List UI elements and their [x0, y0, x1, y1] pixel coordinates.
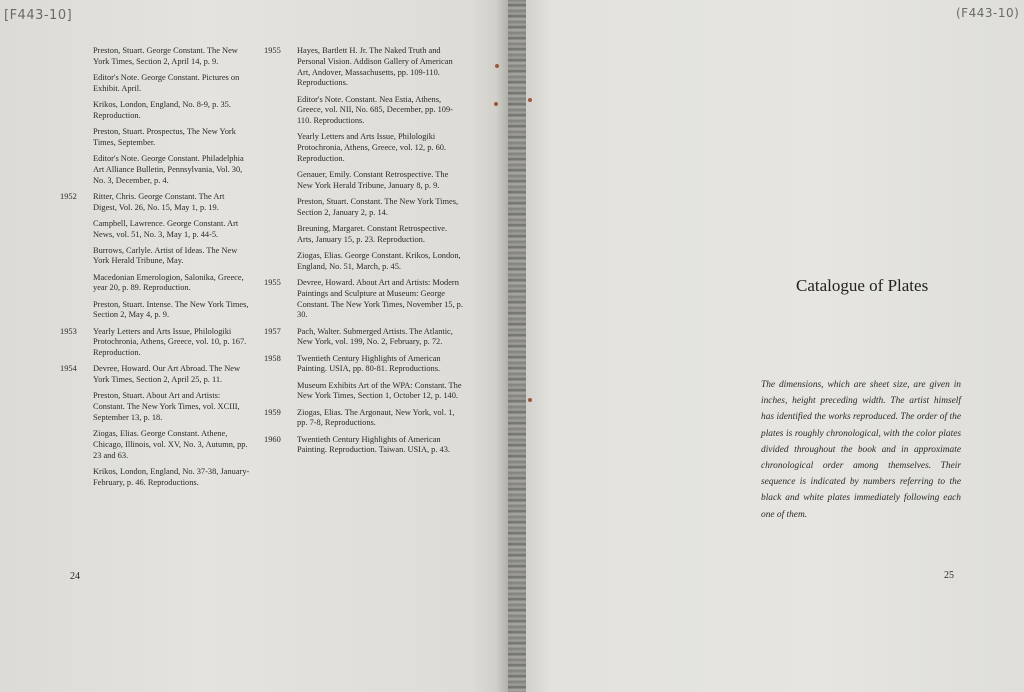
entry-text: Macedonian Emerologion, Salonika, Greece, year 20, p. 89. Reproduction.	[93, 272, 244, 293]
entry-text: Preston, Stuart. Intense. The New York Times, Section 2, May 4, p. 9.	[93, 299, 249, 320]
bibliography-entry	[60, 192, 250, 214]
page-number-left: 24	[70, 571, 80, 582]
archive-annotation-right: (F443-10)	[956, 6, 1020, 20]
entry-text: Ziogas, Elias. George Constant. Athene, Chicago, Illinois, vol. XV, No. 3, Autumn, pp. 23 and 63.	[93, 429, 248, 460]
entry-text: Preston, Stuart. Constant. The New York Times, Section 2, January 2, p. 14.	[297, 197, 459, 217]
entry-text: Breuning, Margaret. Constant Retrospective. Arts, January 15, p. 23. Reproduction.	[297, 224, 448, 244]
entry-text: Museum Exhibits Art of the WPA: Constant. The New York Times, Section 1, October 12, p. 140.	[297, 380, 462, 401]
entry-year: 1952	[60, 191, 77, 201]
bibliography-entry	[60, 127, 250, 149]
bibliography-entry	[264, 224, 464, 246]
right-page	[522, 0, 1024, 692]
bibliography-entry	[264, 251, 464, 273]
entry-text: Ziogas, Elias. George Constant. Krikos, London, England, No. 51, March, p. 45.	[297, 251, 461, 271]
bibliography-entry	[264, 132, 464, 164]
entry-text: Editor's Note. Constant. Nea Estia, Athens, Greece, vol. NII, No. 685, December, pp. 109-110. Reproductions.	[297, 94, 453, 126]
staple-hole	[494, 102, 498, 106]
bibliography-column-1	[60, 46, 250, 494]
bibliography-entry	[60, 246, 250, 268]
bibliography-entry	[60, 300, 250, 322]
bibliography-entry	[264, 327, 464, 349]
entry-text: Krikos, London, England, No. 8-9, p. 35. Reproduction.	[93, 99, 231, 120]
entry-text: Twentieth Century Highlights of American Painting. Reproduction. Taiwan. USIA, p. 43.	[297, 434, 451, 455]
catalogue-note: The dimensions, which are sheet size, are given in inches, height preceding width. The artist himself has identified the works reproduced. The order of the plates is roughly chronological, with the color plates divided throughout the book and in approximate chronological order among themselves. Their sequence is indicated by numbers referring to the black and white plates immediately following each one of them.	[761, 380, 961, 520]
entry-text: Editor's Note. George Constant. Pictures on Exhibit. April.	[93, 72, 240, 93]
staple-hole	[495, 64, 499, 68]
entry-text: Burrows, Carlyle. Artist of Ideas. The New York Herald Tribune, May.	[93, 245, 238, 266]
entry-text: Devree, Howard. About Art and Artists: Modern Paintings and Sculpture at Museum: George Constant. The New York Times, November 15, p. 30.	[297, 278, 463, 320]
bibliography-entry	[60, 154, 250, 186]
entry-text: Preston, Stuart. George Constant. The New York Times, Section 2, April 14, p. 9.	[93, 46, 238, 66]
bibliography-entry	[60, 364, 250, 386]
entry-text: Genauer, Emily. Constant Retrospective. The New York Herald Tribune, January 8, p. 9.	[297, 170, 449, 190]
page-number-right: 25	[944, 570, 954, 581]
entry-year: 1954	[60, 364, 77, 374]
entry-text: Preston, Stuart. Prospectus, The New York Times, September.	[93, 126, 236, 147]
bibliography-entry	[60, 327, 250, 359]
entry-year: 1960	[264, 434, 281, 444]
bibliography-entry	[264, 354, 464, 376]
bibliography-entry	[60, 219, 250, 241]
entry-year: 1953	[60, 326, 77, 336]
bibliography-entry	[60, 46, 250, 68]
bibliography-entry	[264, 435, 464, 457]
entry-text: Editor's Note. George Constant. Philadelphia Art Alliance Bulletin, Pennsylvania, Vol. 30, No. 3, December, p. 4.	[93, 153, 244, 185]
section-title: Catalogue of Plates	[796, 276, 929, 295]
bibliography-entry	[60, 391, 250, 423]
book-gutter	[508, 0, 526, 692]
bibliography-entry	[60, 467, 250, 489]
entry-year: 1955	[264, 46, 281, 55]
entry-text: Twentieth Century Highlights of American Painting. USIA, pp. 80-81. Reproductions.	[297, 353, 441, 374]
bibliography-column-2	[264, 46, 464, 462]
bibliography-entry	[264, 381, 464, 403]
bibliography-entry	[264, 197, 464, 219]
entry-year: 1957	[264, 326, 281, 336]
entry-text: Hayes, Bartlett H. Jr. The Naked Truth and Personal Vision. Addison Gallery of American Art, Andover, Massachusetts, pp. 109-110. Reproductions.	[297, 46, 453, 88]
archive-annotation-left: [F443-10]	[4, 8, 73, 23]
entry-text: Yearly Letters and Arts Issue, Philologiki Protochronia, Athens, Greece, vol. 10, p. 167. Reproduction.	[93, 326, 247, 358]
bibliography-entry	[264, 170, 464, 192]
entry-text: Campbell, Lawrence. George Constant. Art News, vol. 51, No. 3, May 1, p. 44-5.	[93, 218, 239, 239]
entry-year: 1959	[264, 407, 281, 417]
entry-year: 1955	[264, 278, 281, 288]
bibliography-entry	[264, 46, 464, 89]
entry-text: Pach, Walter. Submerged Artists. The Atlantic, New York, vol. 199, No. 2, February, p. 72.	[297, 326, 453, 347]
staple-hole	[528, 98, 532, 102]
entry-text: Devree, Howard. Our Art Abroad. The New York Times, Section 2, April 25, p. 11.	[93, 364, 241, 385]
staple-hole	[528, 398, 532, 402]
entry-text: Krikos, London, England, No. 37-38, January-February, p. 46. Reproductions.	[93, 466, 250, 487]
bibliography-entry	[264, 408, 464, 430]
bibliography-entry	[264, 278, 464, 321]
entry-year: 1958	[264, 353, 281, 363]
bibliography-entry	[60, 273, 250, 295]
entry-text: Yearly Letters and Arts Issue, Philologiki Protochronia, Athens, Greece, vol. 12, p. 60. Reproduction.	[297, 132, 447, 163]
entry-text: Preston, Stuart. About Art and Artists: Constant. The New York Times, vol. XCIII, September 13, p. 18.	[93, 391, 240, 422]
bibliography-entry	[60, 73, 250, 95]
bibliography-entry	[264, 95, 464, 127]
bibliography-entry	[60, 429, 250, 461]
entry-text: Ritter, Chris. George Constant. The Art Digest, Vol. 26, No. 15, May 1, p. 19.	[93, 191, 225, 212]
bibliography-entry	[60, 100, 250, 122]
entry-text: Ziogas, Elias. The Argonaut, New York, vol. 1, pp. 7-8, Reproductions.	[297, 407, 455, 428]
